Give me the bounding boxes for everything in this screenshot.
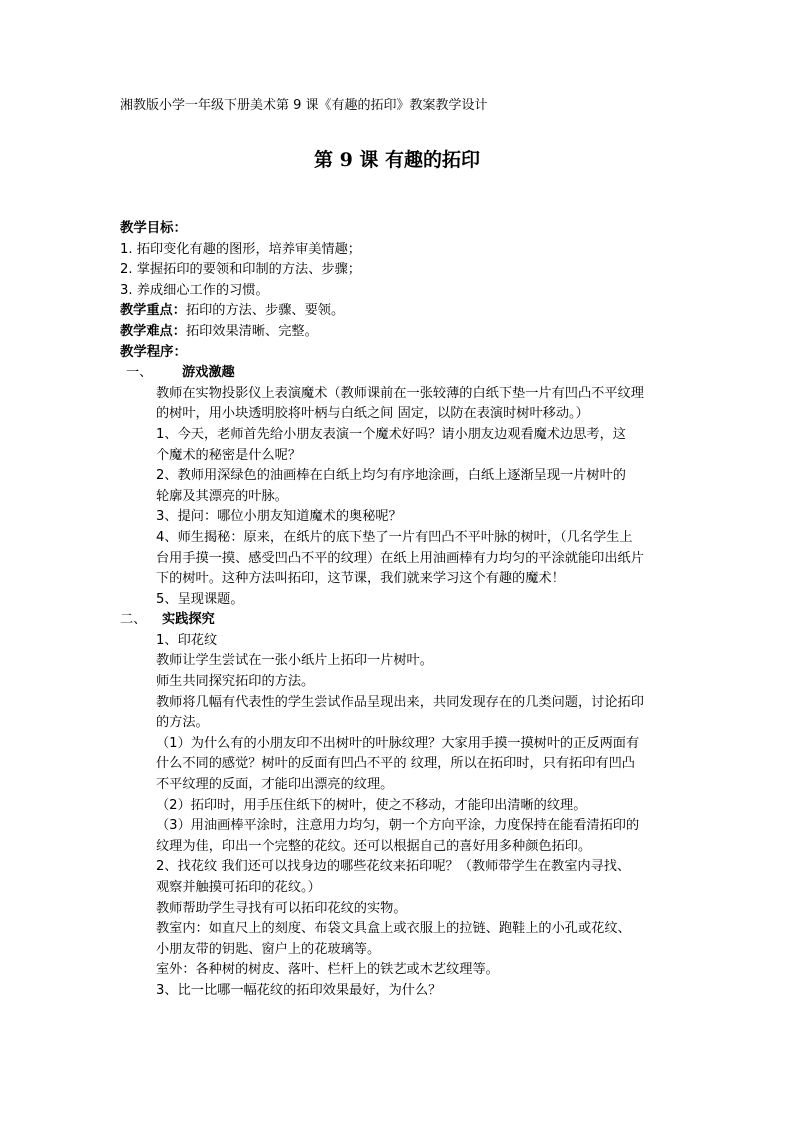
section-title: 游戏激趣 xyxy=(182,365,235,381)
section-line: 2、找花纹 我们还可以找身边的哪些花纹来拓印呢？（教师带学生在教室内寻找、 xyxy=(156,859,631,875)
section-line: 的方法。 xyxy=(156,715,209,731)
section-line: （2）拓印时，用手压住纸下的树叶，使之不移动，才能印出清晰的纹理。 xyxy=(156,797,587,813)
goal-item: 2. 掌握拓印的要领和印制的方法、步骤； xyxy=(120,262,361,278)
section-line: 下的树叶。这种方法叫拓印，这节课，我们就来学习这个有趣的魔术！ xyxy=(156,571,565,587)
key-point-text: 拓印的方法、步骤、要领。 xyxy=(185,303,345,319)
procedure-heading: 教学程序： xyxy=(120,344,187,360)
section-title: 实践探究 xyxy=(162,612,215,628)
key-point-label: 教学重点： xyxy=(120,303,186,319)
section-line: 观察并触摸可拓印的花纹。） xyxy=(156,880,321,895)
section-line: 小朋友带的钥匙、窗户上的花玻璃等。 xyxy=(156,941,381,957)
section-heading xyxy=(120,610,680,631)
section-line: 教师让学生尝试在一张小纸片上拓印一片树叶。 xyxy=(156,653,433,669)
section-number: 二、 xyxy=(120,612,147,628)
section-line: 4、师生揭秘：原来，在纸片的底下垫了一片有凹凸不平叶脉的树叶，（几名学生上 xyxy=(156,529,633,545)
lesson-title: 第 9 课 有趣的拓印 xyxy=(313,149,481,171)
section-line: 1、今天，老师首先给小朋友表演一个魔术好吗？请小朋友边观看魔术边思考，这 xyxy=(156,426,626,442)
section-line: 教师帮助学生寻找有可以拓印花纹的实物。 xyxy=(156,900,407,916)
difficulty-label: 教学难点： xyxy=(120,323,186,339)
section-line: 轮廓及其漂亮的叶脉。 xyxy=(156,488,288,504)
section-line: （1）为什么有的小朋友印不出树叶的叶脉纹理？大家用手摸一摸树叶的正反两面有 xyxy=(156,735,640,751)
section-heading xyxy=(120,363,680,384)
section-line: 室外：各种树的树皮、落叶、栏杆上的铁艺或木艺纹理等。 xyxy=(156,962,499,978)
section-line: 教师将几幅有代表性的学生尝试作品呈现出来，共同发现存在的几类问题，讨论拓印 xyxy=(156,694,644,710)
section-line: 的树叶，用小块透明胶将叶柄与白纸之间 固定，以防在表演时树叶移动。） xyxy=(156,406,589,422)
goal-item: 1. 拓印变化有趣的图形，培养审美情趣； xyxy=(120,241,361,257)
section-line: 2、教师用深绿色的油画棒在白纸上均匀有序地涂画，白纸上逐渐呈现一片树叶的 xyxy=(156,468,626,484)
goals-heading: 教学目标： xyxy=(120,221,187,236)
section-line: 5、呈现课题。 xyxy=(156,591,244,607)
section-line: 什么不同的感觉？树叶的反面有凹凸不平的 纹理，所以在拓印时，只有拓印有凹凸 xyxy=(156,756,635,772)
document-header: 湘教版小学一年级下册美术第 9 课《有趣的拓印》教案教学设计 xyxy=(120,98,488,113)
section-line: 纹理为佳，印出一个完整的花纹。还可以根据自己的喜好用多种颜色拓印。 xyxy=(156,838,592,854)
section-line: 1、印花纹 xyxy=(156,632,218,648)
section-line: 台用手摸一摸、感受凹凸不平的纹理）在纸上用油画棒有力均匀的平涂就能印出纸片 xyxy=(156,550,644,566)
section-line: 3、比一比哪一幅花纹的拓印效果最好，为什么？ xyxy=(156,982,442,998)
difficulty-text: 拓印效果清晰、完整。 xyxy=(185,323,318,339)
section-line: 教室内：如直尺上的刻度、布袋文具盒上或衣服上的拉链、跑鞋上的小孔或花纹、 xyxy=(156,921,631,937)
section-number: 一、 xyxy=(126,365,153,381)
goal-item: 3. 养成细心工作的习惯。 xyxy=(120,282,269,298)
section-line: 个魔术的秘密是什么呢？ xyxy=(156,447,302,463)
section-line: （3）用油画棒平涂时，注意用力均匀，朝一个方向平涂，力度保持在能看清拓印的 xyxy=(156,818,640,834)
section-line: 教师在实物投影仪上表演魔术（教师课前在一张较薄的白纸下垫一片有凹凸不平纹理 xyxy=(156,385,644,401)
difficulty xyxy=(120,322,680,343)
section-line: 3、提问：哪位小朋友知道魔术的奥秘呢？ xyxy=(156,509,402,525)
section-line: 师生共同探究拓印的方法。 xyxy=(156,674,315,690)
key-point xyxy=(120,301,680,322)
lesson-body xyxy=(120,219,680,1002)
section-line: 不平纹理的反面，才能印出漂亮的纹理。 xyxy=(156,777,394,793)
